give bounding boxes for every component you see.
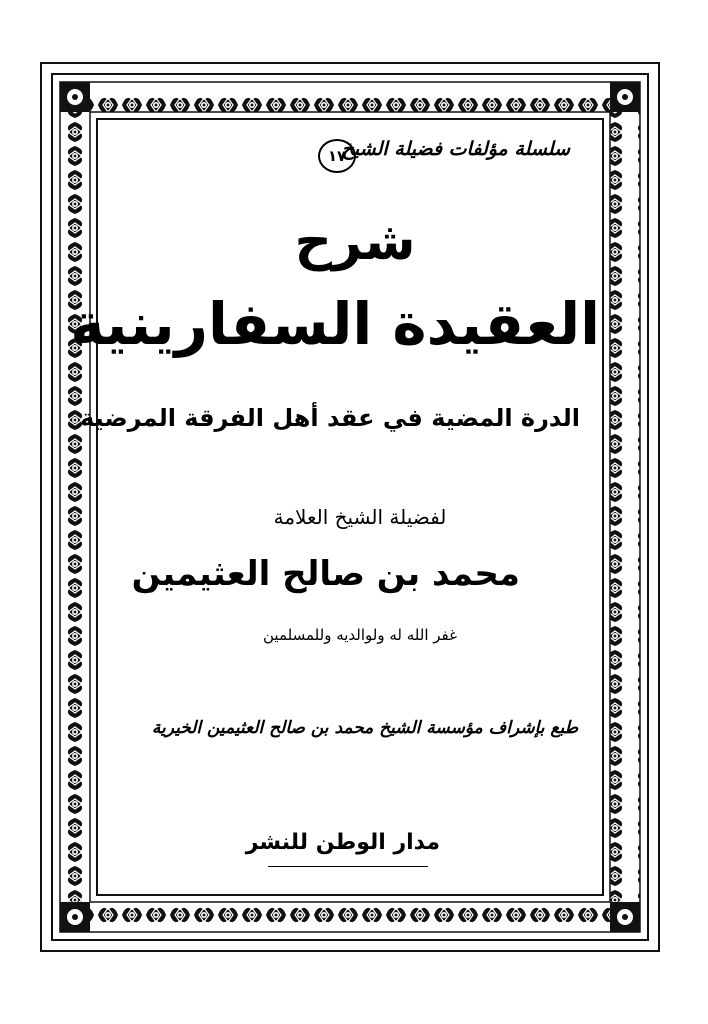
book-title: العقيدة السفارينية <box>70 290 600 358</box>
series-number-badge: ١٧ <box>318 139 356 173</box>
series-title: سلسلة مؤلفات فضيلة الشيخ <box>341 138 570 160</box>
publisher-name: مدار الوطن للنشر <box>245 830 440 855</box>
title-prefix: شرح <box>294 212 416 272</box>
author-honorific: لفضيلة الشيخ العلامة <box>273 505 447 529</box>
author-dua: غفر الله له ولوالديه وللمسلمين <box>263 626 457 644</box>
book-subtitle: الدرة المضية في عقد أهل الفرقة المرضية <box>80 404 580 432</box>
author-name: محمد بن صالح العثيمين <box>131 554 520 594</box>
printing-note: طبع بإشراف مؤسسة الشيخ محمد بن صالح العثيمين الخيرية <box>151 718 579 738</box>
